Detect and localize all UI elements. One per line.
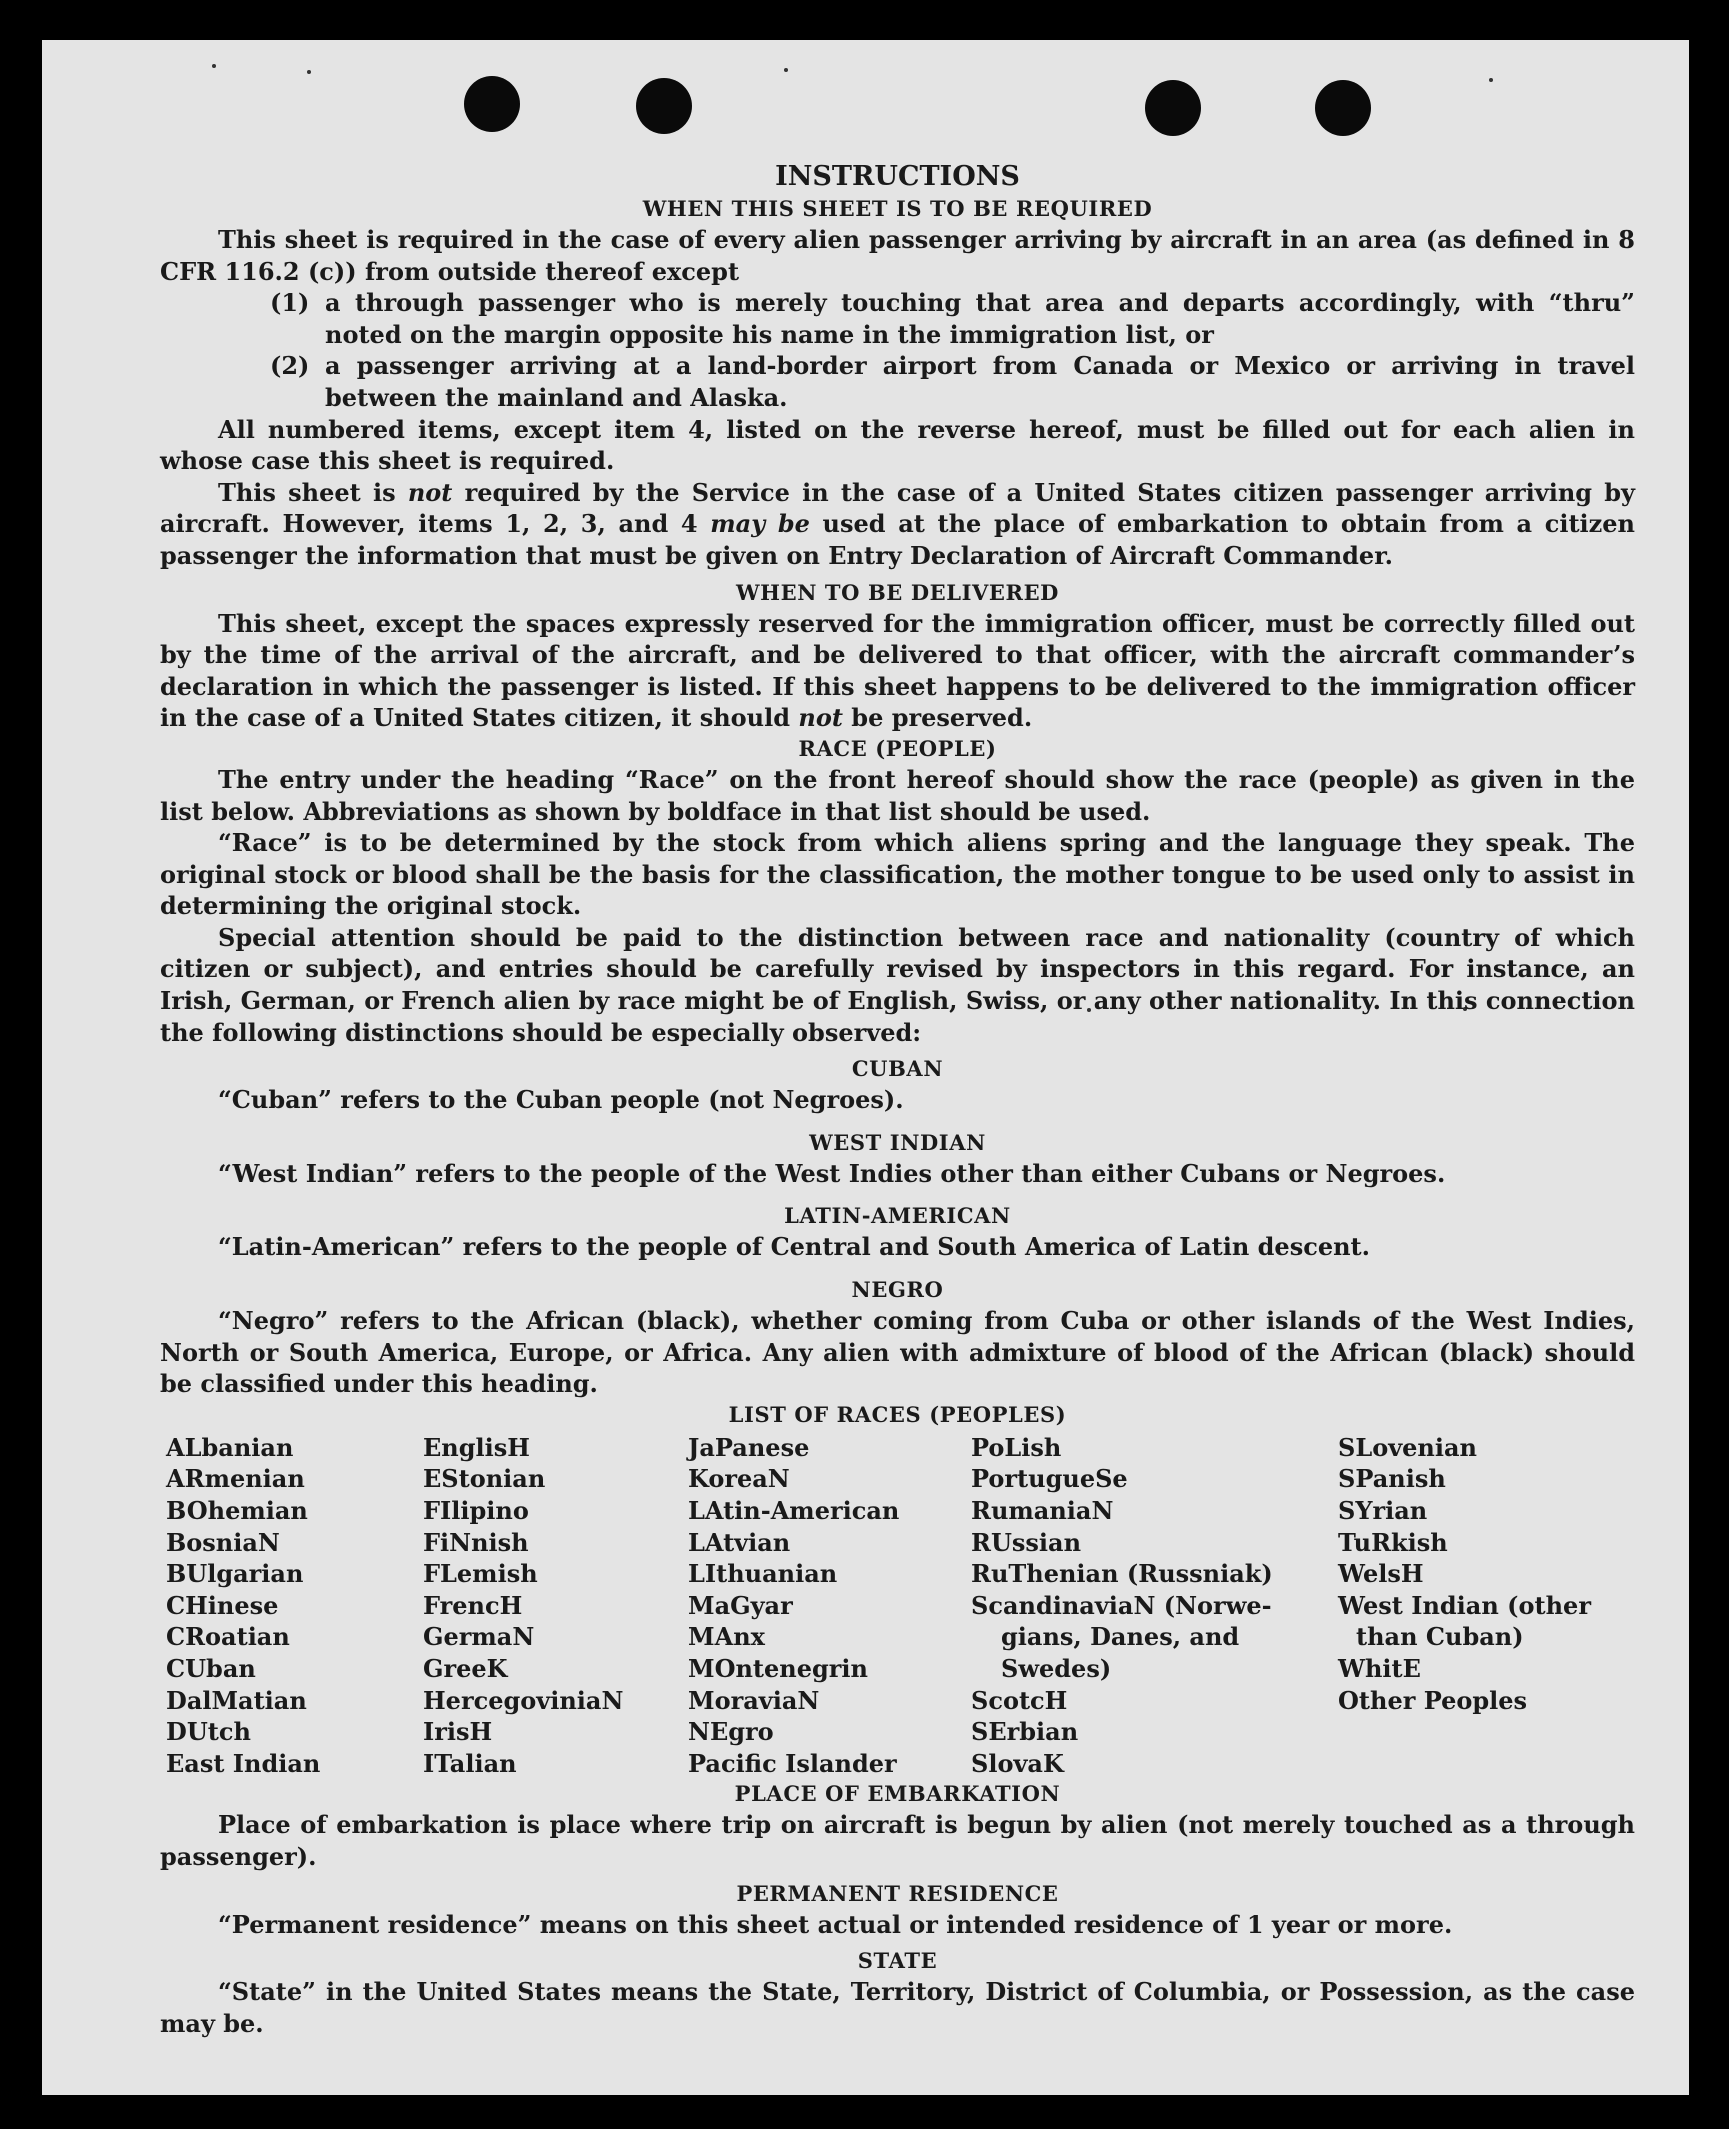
item-number: (2) [270, 351, 310, 381]
race-item: SErbian [971, 1717, 1079, 1747]
race-item: CRoatian [166, 1622, 290, 1652]
race-column [166, 1432, 423, 1780]
race-item: ScandinaviaN (Norwe- [971, 1590, 1272, 1620]
race-item: SYrian [1338, 1496, 1428, 1525]
race-item: LIthuanian [688, 1559, 838, 1589]
race-item: RumaniaN [971, 1496, 1114, 1525]
punch-hole [464, 76, 520, 132]
race-item: PortugueSe [971, 1464, 1128, 1494]
section-heading: STATE [857, 1948, 938, 1974]
race-item: BosniaN [166, 1527, 280, 1557]
punch-hole [1315, 80, 1371, 136]
section-heading: LIST OF RACES (PEOPLES) [728, 1401, 1067, 1427]
race-column [1338, 1432, 1635, 1780]
race-item: WhitE [1338, 1653, 1421, 1683]
paragraph: Special attention should be paid to the distinction between race and nationality (country of which citizen or subject), and entries should be carefully revised by inspectors in this regard. For instance, an Irish, German, or French alien by race might be of English, Swiss, or any other nationality. In this connection the following distinctions should be especially observed: [160, 922, 1635, 1047]
race-item: RUssian [971, 1527, 1082, 1557]
race-item: FLemish [423, 1559, 538, 1589]
race-item: LAtvian [688, 1527, 791, 1557]
paragraph: This sheet is required in the case of every alien passenger arriving by aircraft in an area (as defined in 8 CFR 116.2 (c)) from outside thereof except [160, 225, 1635, 286]
section-heading: PLACE OF EMBARKATION [734, 1781, 1061, 1807]
race-item: BUlgarian [166, 1559, 304, 1589]
race-column [688, 1432, 971, 1780]
paragraph: All numbered items, except item 4, listed on the reverse hereof, must be filled out for each alien in whose case this sheet is required. [160, 414, 1635, 476]
paragraph: This sheet is not required by the Service in the case of a United States citizen passenger arriving by aircraft. However, items 1, 2, 3, and 4 may be used at the place of embarkation to obtain from a citizen passenger the information that must be given on Entry Declaration of Aircraft Commander. [160, 477, 1636, 570]
paragraph: “Permanent residence” means on this sheet actual or intended residence of 1 year or more. [218, 1909, 1453, 1939]
race-item: ScotcH [971, 1685, 1068, 1715]
paragraph: “Latin-American” refers to the people of Central and South America of Latin descent. [218, 1232, 1370, 1262]
race-item: FIlipino [423, 1496, 529, 1525]
paragraph: “Negro” refers to the African (black), whether coming from Cuba or other islands of the West Indies, North or South America, Europe, or Africa. Any alien with admixture of blood of the African (black) should be classified under this heading. [160, 1306, 1635, 1399]
paragraph: This sheet, except the spaces expressly reserved for the immigration officer, must be correctly filled out by the time of the arrival of the aircraft, and be delivered to that officer, with the aircraft commander’s declaration in which the passenger is listed. If this sheet happens to be delivered to the immigration officer in the case of a United States citizen, it should not be preserved. [160, 608, 1635, 733]
item-text: a through passenger who is merely touching that area and departs accordingly, with “thru” noted on the margin opposite his name in the immigration list, or [325, 288, 1635, 349]
race-item: NEgro [688, 1717, 774, 1747]
race-item: Other Peoples [1338, 1685, 1528, 1715]
race-item: ARmenian [166, 1464, 305, 1494]
section-heading: LATIN-AMERICAN [784, 1203, 1011, 1229]
race-item: TuRkish [1338, 1527, 1448, 1557]
list-item [270, 287, 1635, 350]
race-item: LAtin-American [688, 1496, 900, 1525]
race-item: Pacific Islander [688, 1748, 897, 1778]
race-item: GreeK [423, 1653, 508, 1683]
race-item: SLovenian [1338, 1432, 1477, 1462]
punch-hole [1145, 80, 1201, 136]
race-item: DalMatian [166, 1685, 307, 1715]
race-item: HercegoviniaN [423, 1685, 624, 1715]
race-item: EnglisH [423, 1432, 530, 1462]
race-item: GermaN [423, 1622, 535, 1652]
section-heading: RACE (PEOPLE) [798, 735, 997, 761]
paragraph: “State” in the United States means the State, Territory, District of Columbia, or Possession, as the case may be. [160, 1977, 1635, 2038]
race-list [166, 1432, 1635, 1780]
section-heading: WEST INDIAN [809, 1129, 986, 1155]
race-item: MaGyar [688, 1590, 793, 1620]
instructions-content [160, 160, 1635, 2039]
race-item: ALbanian [166, 1432, 294, 1462]
list-item [270, 350, 1635, 413]
section-heading: CUBAN [851, 1056, 944, 1082]
race-column [971, 1432, 1338, 1780]
race-item: gians, Danes, and [1001, 1622, 1240, 1652]
paragraph: Place of embarkation is place where trip on aircraft is begun by alien (not merely touched as a through passenger). [160, 1810, 1635, 1871]
race-item: PoLish [971, 1432, 1062, 1462]
race-item: FrencH [423, 1590, 523, 1620]
race-item: RuThenian (Russniak) [971, 1559, 1273, 1589]
race-item: CHinese [166, 1590, 279, 1620]
paragraph: “West Indian” refers to the people of the West Indies other than either Cubans or Negroes. [218, 1158, 1446, 1188]
race-item: MOntenegrin [688, 1653, 868, 1683]
race-item: ITalian [423, 1748, 517, 1778]
race-item: MoraviaN [688, 1685, 820, 1715]
item-number: (1) [270, 288, 310, 318]
race-item: Swedes) [1001, 1653, 1112, 1683]
paragraph: The entry under the heading “Race” on the front hereof should show the race (people) as given in the list below. Abbreviations as shown by boldface in that list should be used. [160, 764, 1635, 826]
race-item: JaPanese [688, 1432, 810, 1462]
race-item: DUtch [166, 1717, 251, 1747]
race-item: West Indian (other [1338, 1590, 1591, 1620]
race-item: IrisH [423, 1717, 493, 1747]
paragraph: “Cuban” refers to the Cuban people (not Negroes). [218, 1085, 904, 1115]
section-heading: WHEN THIS SHEET IS TO BE REQUIRED [642, 196, 1153, 221]
item-text: a passenger arriving at a land-border airport from Canada or Mexico or arriving in travel between the mainland and Alaska. [325, 351, 1635, 412]
race-item: EStonian [423, 1464, 546, 1494]
document-page [42, 40, 1689, 2095]
race-item: BOhemian [166, 1496, 308, 1525]
race-item: MAnx [688, 1622, 765, 1652]
section-heading: NEGRO [851, 1277, 944, 1303]
paragraph: “Race” is to be determined by the stock from which aliens spring and the language they speak. The original stock or blood shall be the basis for the classification, the mother tongue to be used only to assist in determining the original stock. [160, 828, 1635, 921]
section-heading: WHEN TO BE DELIVERED [735, 579, 1059, 605]
race-item: SPanish [1338, 1464, 1446, 1494]
section-heading: PERMANENT RESIDENCE [736, 1880, 1059, 1906]
race-item: SlovaK [971, 1748, 1064, 1778]
race-item: than Cuban) [1356, 1622, 1524, 1652]
race-item: CUban [166, 1653, 256, 1683]
punch-hole [636, 78, 692, 134]
race-item: East Indian [166, 1748, 321, 1778]
page-title: INSTRUCTIONS [775, 161, 1020, 192]
race-item: WelsH [1338, 1559, 1424, 1589]
race-item: KoreaN [688, 1464, 790, 1494]
race-item: FiNnish [423, 1527, 529, 1557]
race-column [423, 1432, 688, 1780]
